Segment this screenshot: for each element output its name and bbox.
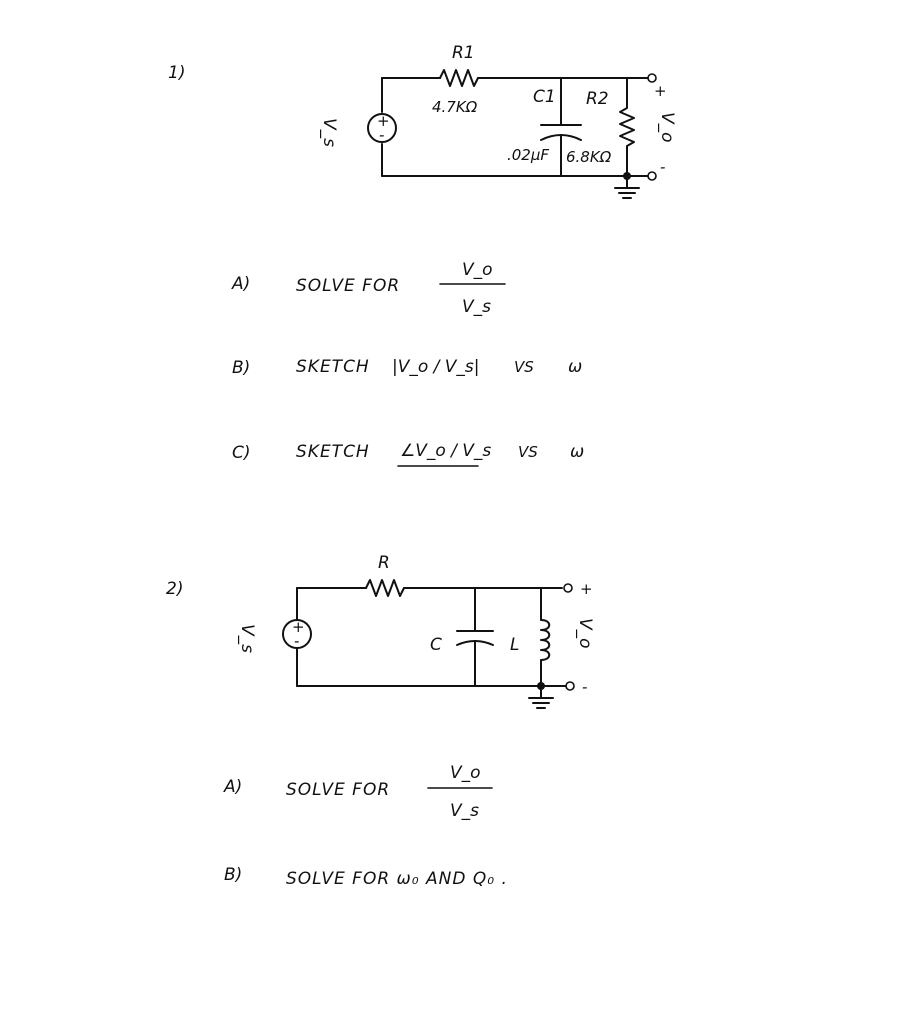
ground-icon-1 [615, 176, 639, 198]
resistor-r2 [620, 78, 634, 176]
inductor-l [541, 588, 549, 686]
source-label-2: V_s [237, 624, 257, 653]
output-minus-2: - [582, 678, 588, 696]
r-label: R [378, 553, 390, 573]
source-label-1: V_s [319, 118, 339, 147]
source-plus-1: + [377, 112, 390, 130]
output-terminal-plus-1 [648, 74, 656, 82]
r1-label: R1 [452, 43, 475, 63]
output-terminal-minus-2 [566, 682, 574, 690]
c1-label: C1 [533, 87, 556, 107]
output-terminal-plus-2 [564, 584, 572, 592]
p1-part-b-vs: VS [514, 358, 534, 376]
r1-value: 4.7KΩ [432, 98, 478, 116]
c-label: C [430, 635, 442, 655]
c1-value: .02μF [507, 146, 550, 164]
p2-part-a-numerator: V_o [450, 763, 481, 783]
output-plus-1: + [654, 82, 667, 100]
circuit-1 [319, 43, 677, 198]
circuit-2 [237, 553, 595, 708]
l-label: L [510, 635, 520, 655]
output-label-1: V_o [657, 112, 677, 143]
p2-part-a-letter: A) [224, 777, 243, 797]
problem-1-number: 1) [168, 63, 186, 83]
output-plus-2: + [580, 580, 593, 598]
resistor-r [366, 580, 404, 596]
p1-part-b-text: SKETCH [296, 357, 370, 377]
p1-part-a-denominator: V_s [462, 297, 491, 317]
r2-label: R2 [586, 89, 609, 109]
source-minus-2: - [294, 632, 300, 650]
p2-part-b-letter: B) [224, 865, 243, 885]
ground-icon-2 [529, 686, 553, 708]
source-minus-1: - [379, 126, 385, 144]
p1-part-c-omega: ω [570, 442, 585, 462]
p1-part-c-vs: VS [518, 443, 538, 461]
p1-part-c-text: SKETCH [296, 442, 370, 462]
p1-part-b-expression: |V_o / V_s| [392, 357, 480, 377]
p1-part-b-omega: ω [568, 357, 583, 377]
p2-part-a-denominator: V_s [450, 801, 479, 821]
p2-part-b-text: SOLVE FOR ω₀ AND Q₀ . [286, 869, 508, 889]
source-plus-2: + [292, 618, 305, 636]
p1-part-a-numerator: V_o [462, 260, 493, 280]
p1-part-a-letter: A) [232, 274, 251, 294]
p1-part-a-text: SOLVE FOR [296, 276, 401, 296]
problem-2-number: 2) [166, 579, 184, 599]
p1-part-c-letter: C) [232, 443, 251, 463]
output-label-2: V_o [575, 618, 595, 649]
output-terminal-minus-1 [648, 172, 656, 180]
r2-value: 6.8KΩ [566, 148, 612, 166]
output-minus-1: - [660, 158, 666, 176]
resistor-r1 [440, 70, 478, 86]
p2-part-a-text: SOLVE FOR [286, 780, 391, 800]
p1-part-b-letter: B) [232, 358, 251, 378]
p1-part-c-expression: ∠V_o / V_s [400, 441, 492, 461]
